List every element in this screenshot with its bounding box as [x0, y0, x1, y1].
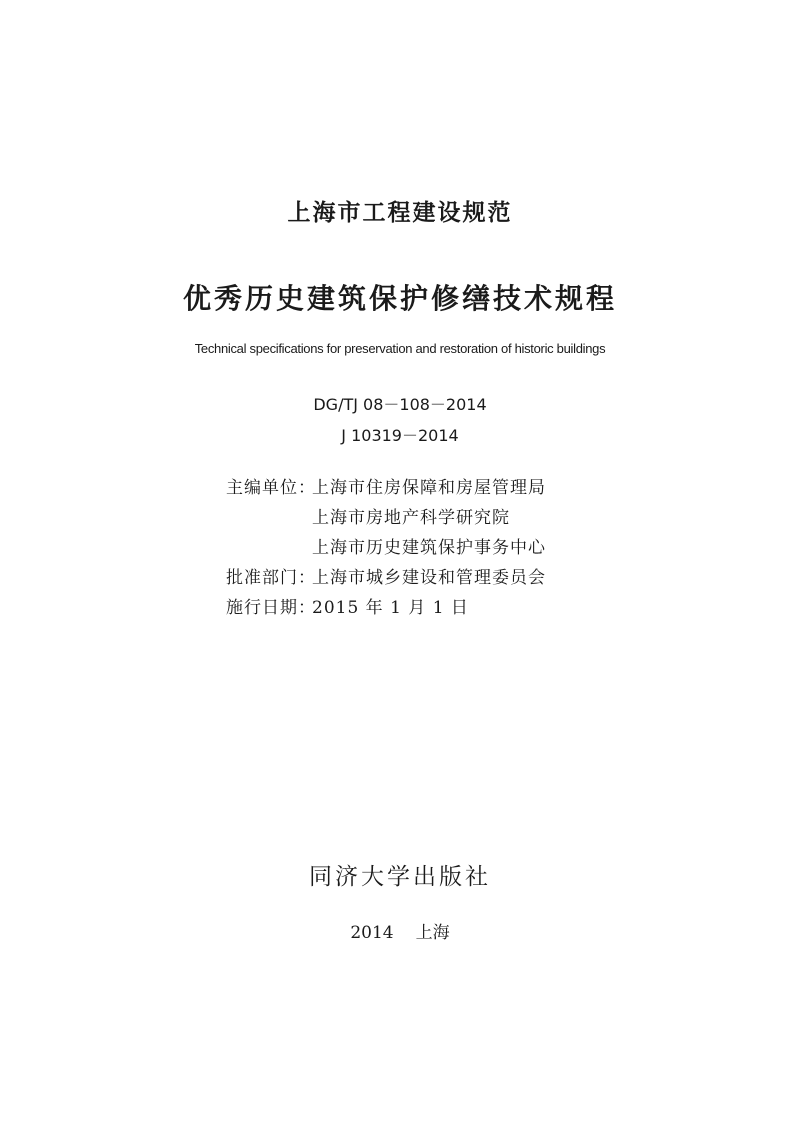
publisher-name: 同济大学出版社 — [309, 864, 491, 890]
approver-row — [226, 563, 546, 593]
standard-code-dg: DG/TJ 08－108－2014 — [313, 395, 487, 414]
publication-year: 2014 — [350, 923, 394, 943]
effective-date-value: 2015 年 1 月 1 日 — [312, 598, 469, 618]
effective-date-row — [226, 593, 546, 623]
editor-label: 主编单位： — [226, 478, 316, 498]
approver-value: 上海市城乡建设和管理委员会 — [312, 568, 546, 588]
document-title: 优秀历史建筑保护修缮技术规程 — [182, 282, 617, 315]
publication-year-place — [0, 918, 800, 943]
editor-item: 上海市住房保障和房屋管理局 — [312, 478, 546, 498]
editor-list — [312, 473, 546, 563]
approver-label: 批准部门： — [226, 568, 316, 588]
standard-series-title: 上海市工程建设规范 — [287, 200, 513, 226]
publication-info — [226, 473, 546, 623]
effective-date-label: 施行日期： — [226, 598, 316, 618]
editor-item: 上海市房地产科学研究院 — [312, 508, 510, 528]
standard-code-j: J 10319－2014 — [341, 426, 459, 445]
editor-item: 上海市历史建筑保护事务中心 — [312, 538, 546, 558]
publication-place: 上海 — [415, 923, 450, 943]
english-title: Technical specifications for preservation and restoration of historic buildings — [194, 341, 606, 356]
editor-row — [226, 473, 546, 563]
